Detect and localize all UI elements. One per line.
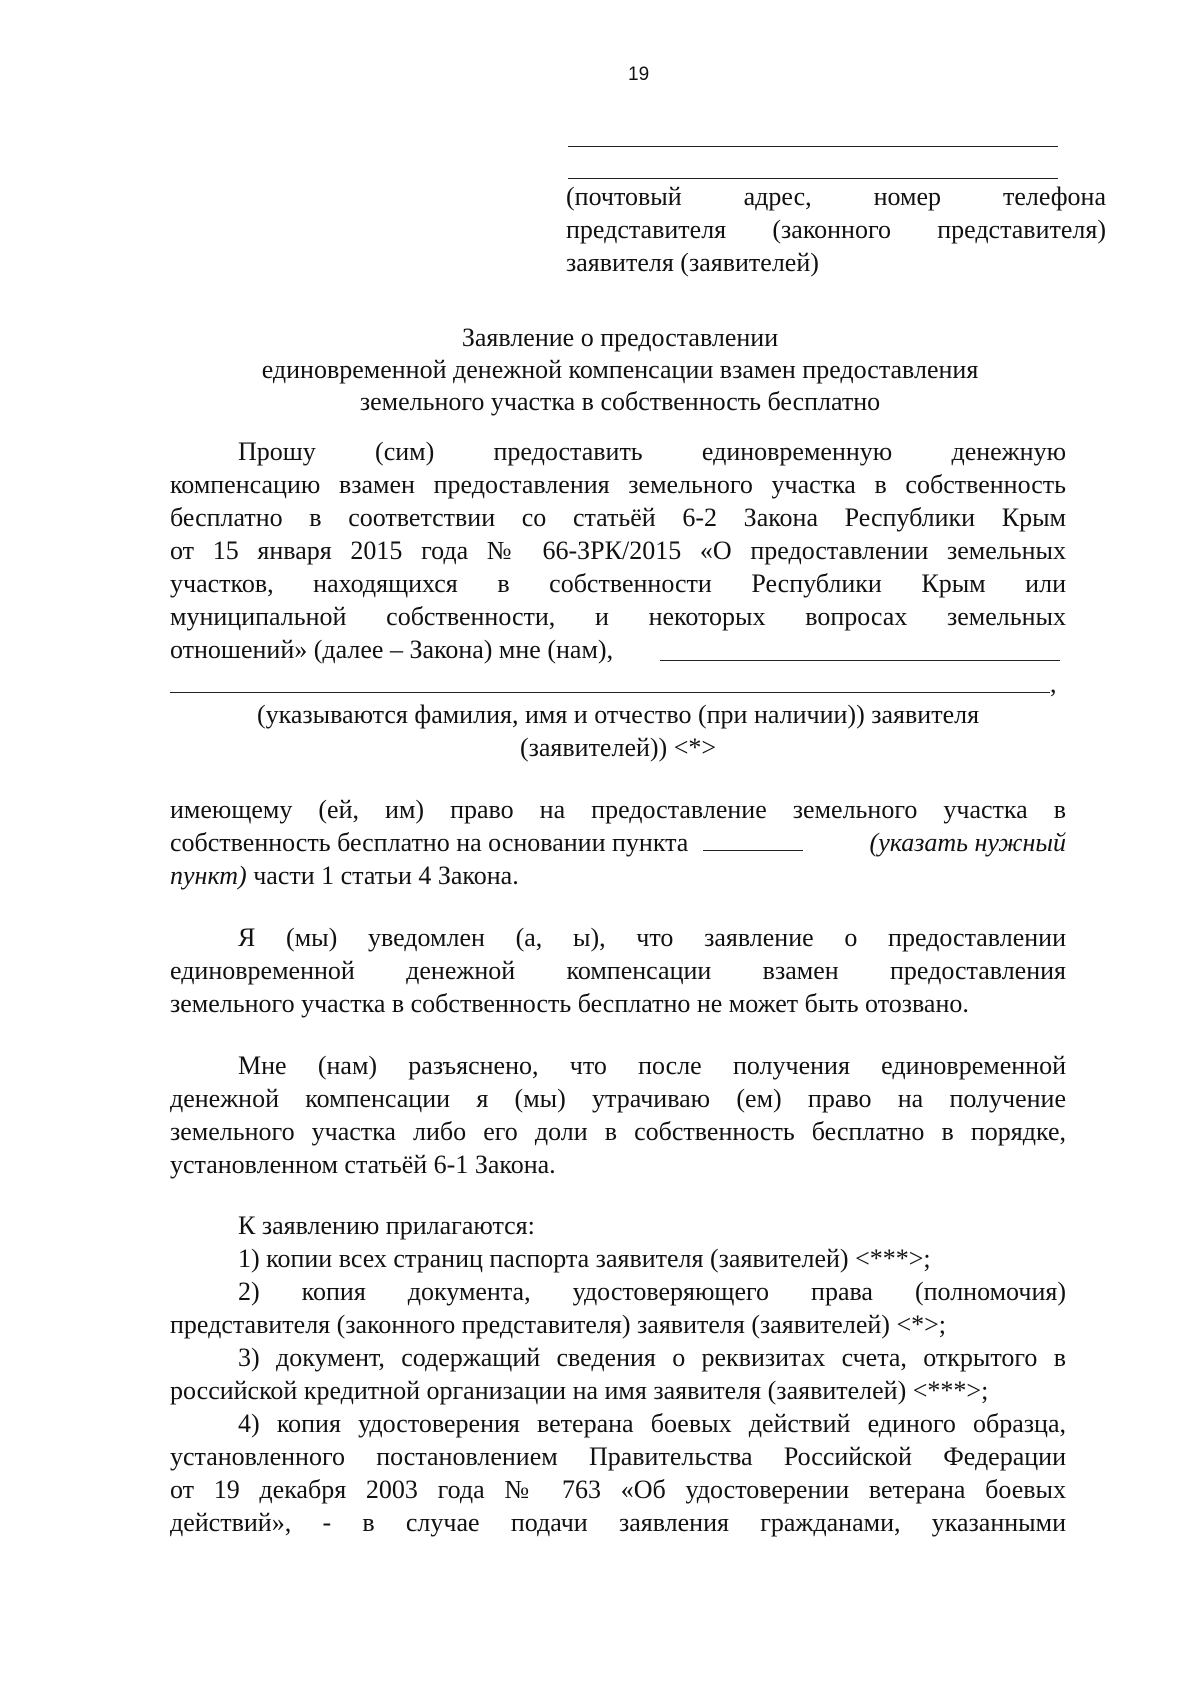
notice-line-2: единовременной денежной компенсации взамен предоставления [170, 956, 1066, 985]
right-line-2 [170, 827, 1066, 859]
address-caption-line-3: заявителя (заявителей) [566, 248, 819, 277]
address-caption-line-2: представителя (законного представителя) [566, 215, 1106, 244]
right-line-3-text: части 1 статьи 4 Закона. [253, 861, 519, 890]
explained-line-3: земельного участка либо его доли в собственность бесплатно в порядке, [170, 1117, 1066, 1146]
document-title-line-1: Заявление о предоставлении [461, 323, 779, 352]
attachment-item-4-line-4: действий», - в случае подачи заявления гражданами, указанными [170, 1508, 1066, 1537]
attachment-item-2-line-1: 2) копия документа, удостоверяющего права (полномочия) [238, 1277, 1066, 1306]
attachment-item-4-line-3: от 19 декабря 2003 года № 763 «Об удостоверении ветерана боевых [170, 1475, 1066, 1504]
clause-number-blank [703, 830, 803, 851]
request-line-2: компенсацию взамен предоставления земельного участка в собственность [170, 470, 1066, 499]
name-caption-line-1: (указываются фамилия, имя и отчество (при наличии)) заявителя [256, 700, 980, 729]
notice-line-1: Я (мы) уведомлен (а, ы), что заявление о предоставлении [238, 923, 1066, 952]
applicant-name-blank-1 [660, 660, 1060, 661]
right-line-2-italic: (указать нужный [869, 828, 1066, 857]
right-line-1: имеющему (ей, им) право на предоставление земельного участка в [170, 795, 1066, 824]
right-line-2-text: собственность бесплатно на основании пункта [170, 828, 689, 857]
attachment-item-4-line-2: установленного постановлением Правительства Российской Федерации [170, 1442, 1066, 1471]
explained-line-2: денежной компенсации я (мы) утрачиваю (ем) право на получение [170, 1084, 1066, 1113]
request-line-3: бесплатно в соответствии со статьёй 6-2 Закона Республики Крым [170, 503, 1066, 532]
applicant-name-blank-2 [170, 692, 1050, 693]
explained-line-1: Мне (нам) разъяснено, что после получения единовременной [238, 1051, 1066, 1080]
document-title-line-2: единовременной денежной компенсации взамен предоставления [261, 355, 979, 384]
request-line-5: участков, находящихся в собственности Республики Крым или [170, 569, 1066, 598]
attachment-item-1: 1) копии всех страниц паспорта заявителя (заявителей) <***>; [238, 1244, 931, 1273]
attachments-heading: К заявлению прилагаются: [238, 1211, 535, 1240]
address-line-2 [568, 178, 1058, 179]
explained-line-4: установленном статьёй 6-1 Закона. [170, 1150, 556, 1179]
request-line-7: отношений» (далее – Закона) мне (нам), [170, 635, 614, 664]
page-number: 19 [628, 64, 650, 85]
attachment-item-3-line-2: российской кредитной организации на имя заявителя (заявителей) <***>; [170, 1376, 989, 1405]
address-caption-line-1: (почтовый адрес, номер телефона [566, 182, 1106, 211]
request-line-4: от 15 января 2015 года № 66-ЗРК/2015 «О предоставлении земельных [170, 536, 1066, 565]
request-line-1: Прошу (сим) предоставить единовременную денежную [238, 437, 1066, 466]
document-title-line-3: земельного участка в собственность бесплатно [359, 387, 881, 416]
right-line-3-italic: пункт) [170, 861, 247, 890]
address-line-1 [568, 146, 1058, 147]
attachment-item-4-line-1: 4) копия удостоверения ветерана боевых действий единого образца, [238, 1409, 1066, 1438]
notice-line-3: земельного участка в собственность бесплатно не может быть отозвано. [170, 989, 969, 1018]
right-line-3 [170, 860, 519, 892]
attachment-item-3-line-1: 3) документ, содержащий сведения о реквизитах счета, открытого в [238, 1343, 1066, 1372]
attachment-item-2-line-2: представителя (законного представителя) заявителя (заявителей) <*>; [170, 1310, 946, 1339]
trailing-comma: , [1050, 669, 1057, 698]
request-line-6: муниципальной собственности, и некоторых вопросах земельных [170, 602, 1066, 631]
name-caption-line-2: (заявителей)) <*> [519, 733, 717, 762]
